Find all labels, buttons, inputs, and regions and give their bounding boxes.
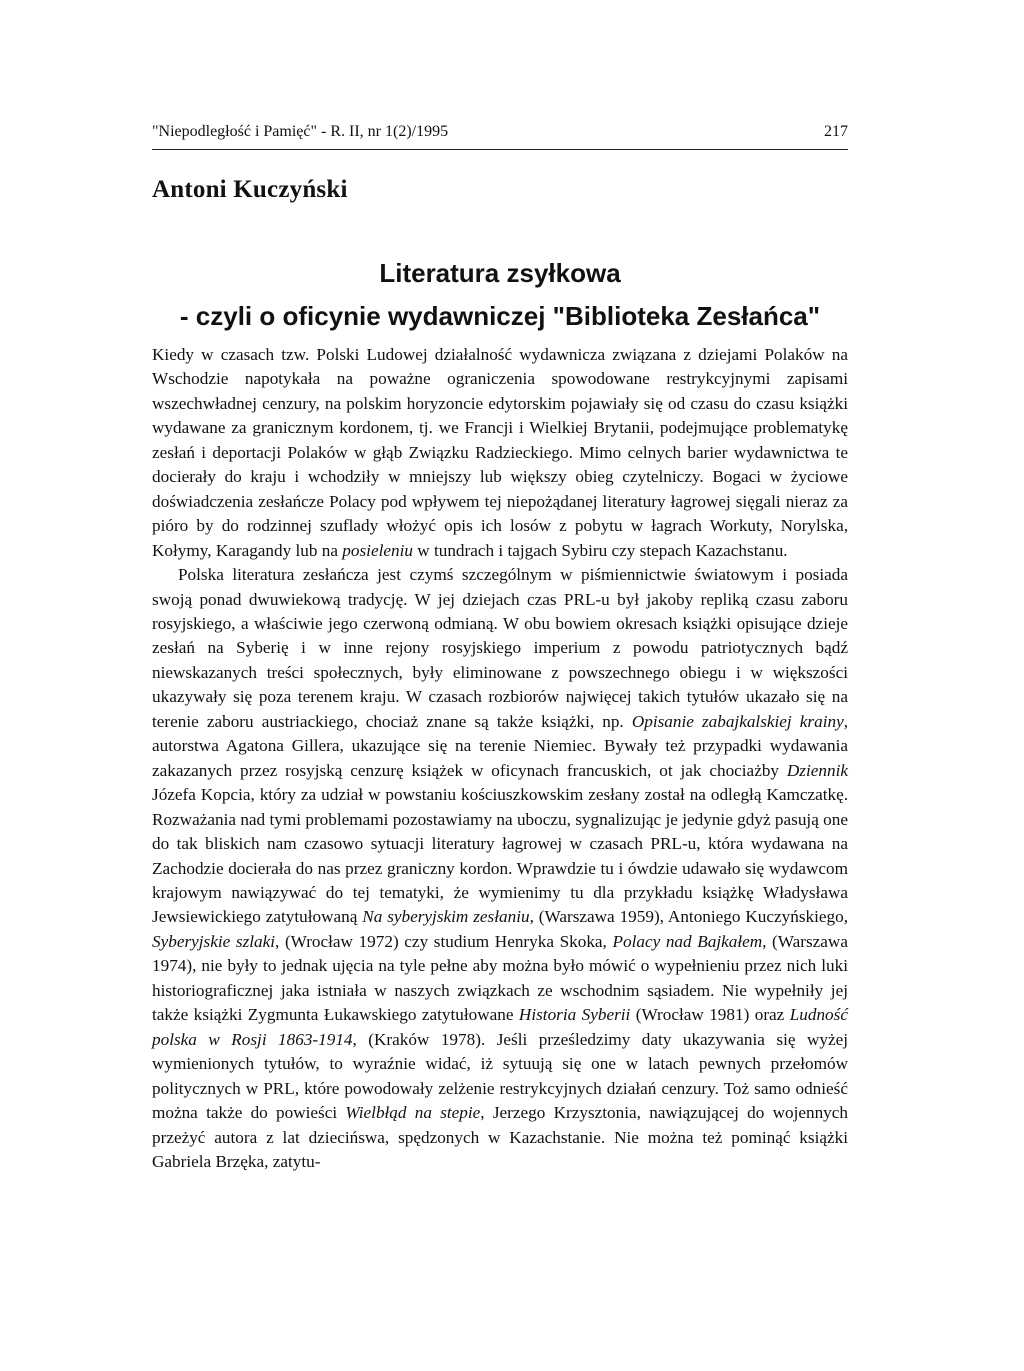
italic-title-text: posieleniu	[342, 540, 413, 560]
journal-citation: "Niepodległość i Pamięć" - R. II, nr 1(2)/1995	[152, 123, 449, 140]
article-title: Literatura zsyłkowa	[379, 258, 621, 288]
paragraph-text: , (Wrocław 1972) czy studium Henryka Skoka,	[275, 931, 613, 951]
page-number: 217	[824, 123, 848, 140]
paragraph-text: Kiedy w czasach tzw. Polski Ludowej działalność wydawnicza związana z dziejami Polaków na Wschodzie napotykała na poważne ograniczenia spowodowane restrykcyjnymi zapisami wszechwładnej cenzury, na polskim horyzoncie edytorskim pojawiały się od czasu do czasu książki wydawane za granicznym kordonem, tj. we Francji i Wielkiej Brytanii, podejmujące problematykę zesłań i deportacji Polaków w głąb Związku Radzieckiego. Mimo celnych barier wydawnictwa te docierały do kraju i wchodziły w mniejszy lub większy obieg czytelniczy. Bogaci w życiowe doświadczenia zesłańcze Polacy pod wpływem tej niepożądanej literatury łagrowej sięgali nieraz za pióro by do rodzinnej szuflady włożyć opis ich losów z pobytu w łagrach Workuty, Norylska, Kołymy, Karagandy lub na	[152, 345, 848, 560]
italic-title-text: Syberyjskie szlaki	[152, 931, 276, 951]
italic-title-text: Na syberyjskim zesłaniu	[362, 907, 530, 927]
paragraph-text: Józefa Kopcia, który za udział w powstaniu kościuszkowskim zesłany został na odległą Kamczatkę. Rozważania nad tymi problemami pozostawiamy na uboczu, sygnalizując je jedynie gdyż pasują one do tak bliskich nam czasowo sytuacji literatury łagrowej w czasach PRL-u, która wydawana na Zachodzie docierała do nas przez graniczny kordon. Wprawdzie tu i ówdzie udawało się wydawcom krajowym nawiązywać do tej tematyki, że wymienimy tu dla przykładu książkę Władysława Jewsiewickiego zatytułowaną	[152, 785, 848, 927]
italic-title-text: Wielbłąd na stepie	[345, 1103, 481, 1123]
article-subtitle: - czyli o oficynie wydawniczej "Biblioteka Zesłańca"	[179, 301, 821, 331]
paragraph-text: , (Kraków 1978). Jeśli prześledzimy daty ukazywania się wyżej wymienionych tytułów, to wyraźnie widać, iż sytuują się one w latach pewnych przełomów politycznych w PRL, które powodowały zelżenie restrykcyjnych działań cenzury. Toż samo odnieść można także do powieści	[152, 1029, 848, 1123]
article-body	[152, 343, 848, 1174]
paragraph-text: (Wrocław 1981) oraz	[630, 1005, 790, 1025]
body-paragraph	[152, 343, 848, 563]
italic-title-text: Historia Syberii	[518, 1005, 631, 1025]
paragraph-text: , autorstwa Agatona Gillera, ukazujące się na terenie Niemiec. Bywały też przypadki wydawania zakazanych przez rosyjską cenzurę książek w oficynach francuskich, ot jak chociażby	[152, 711, 848, 780]
running-header	[152, 123, 848, 150]
italic-title-text: Ludność polska w Rosji 1863-1914	[152, 1005, 848, 1049]
paragraph-text: w tundrach i tajgach Sybiru czy stepach Kazachstanu.	[412, 540, 788, 560]
italic-title-text: Opisanie zabajkalskiej krainy	[631, 711, 844, 731]
body-paragraph	[152, 563, 848, 1174]
paragraph-text: , Jerzego Krzysztonia, nawiązującej do wojennych przeżyć autora z lat dziecińswa, spędzonych w Kazachstanie. Nie można też pominąć książki Gabriela Brzęka, zatytu-	[152, 1103, 849, 1171]
italic-title-text: Polacy nad Bajkałem	[612, 931, 763, 951]
paragraph-text: Polska literatura zesłańcza jest czymś szczególnym w piśmiennictwie światowym i posiada swoją ponad dwuwiekową tradycję. W jej dziejach czas PRL-u był jakoby repliką czasu zaboru rosyjskiego, a właściwie jego czerwoną odmianą. W obu bowiem okresach książki opisujące dzieje zesłań na Syberię i w inne rejony rosyjskiego imperium z powodu patriotycznych bądź niewskazanych treści społecznych, były eliminowane z powszechnego obiegu i w większości ukazywały się poza terenem kraju. W czasach rozbiorów najwięcej takich tytułów ukazało się na terenie zaboru austriackiego, chociaż znane są także książki, np.	[152, 565, 848, 731]
italic-title-text: Dziennik	[786, 760, 848, 780]
paragraph-text: , (Warszawa 1959), Antoniego Kuczyńskiego,	[529, 907, 848, 927]
author-name: Antoni Kuczyński	[152, 176, 348, 203]
paragraph-text: , (Warszawa 1974), nie były to jednak ujęcia na tyle pełne aby można było mówić o wypełnieniu przez nich luki historiograficznej jaka istniała w naszych związkach ze wschodnim sąsiadem. Nie wypełniły jej także książki Zygmunta Łukawskiego zatytułowane	[152, 931, 848, 1025]
